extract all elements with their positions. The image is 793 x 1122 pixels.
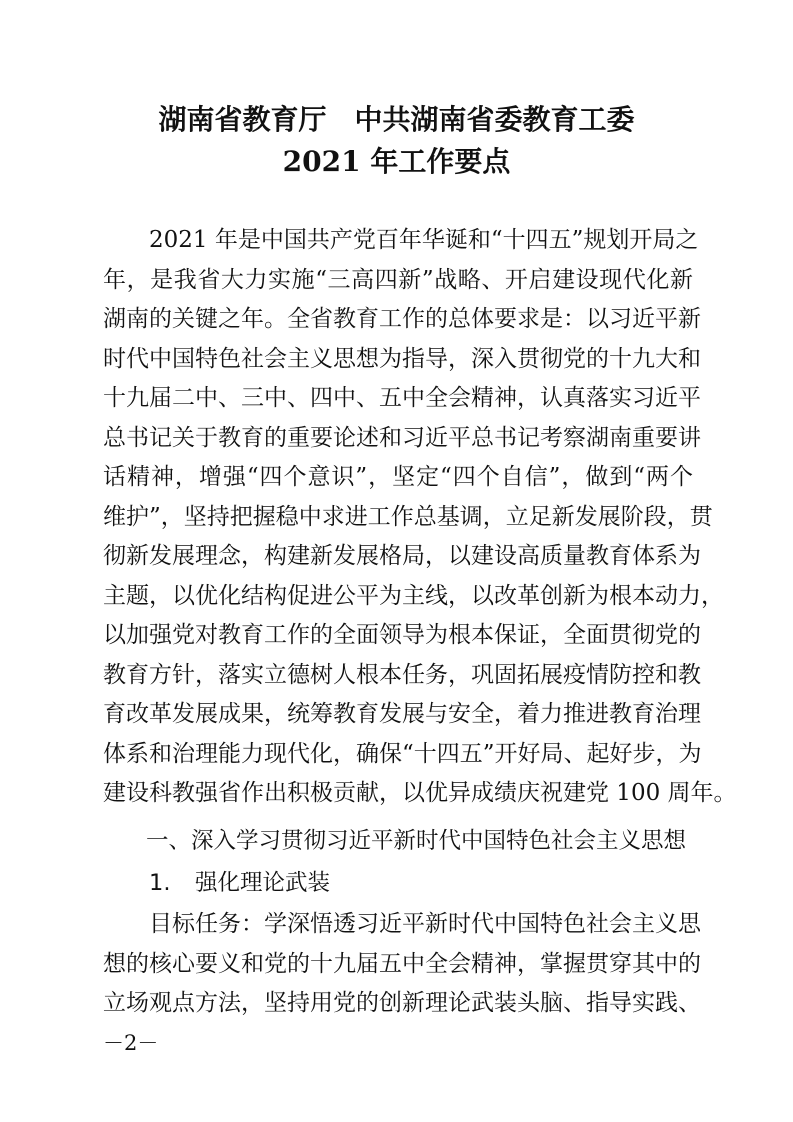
section-heading: 一、深入学习贯彻习近平新时代中国特色社会主义思想 xyxy=(146,828,687,854)
paragraph-line: 体系和治理能力现代化，确保“十四五”开好局、起好步，为 xyxy=(103,740,702,767)
paragraph-line: 彻新发展理念，构建新发展格局，以建设高质量教育体系为 xyxy=(103,543,701,569)
subsection-title: 强化理论武装 xyxy=(195,870,331,896)
paragraph-line: 育改革发展成果，统筹教育发展与安全，着力推进教育治理 xyxy=(103,701,701,727)
issuer-education-work-committee: 中共湖南省委教育工委 xyxy=(354,103,635,136)
paragraph-line: 湖南的关键之年。全省教育工作的总体要求是：以习近平新 xyxy=(103,306,701,332)
paragraph-line: 2021 年是中国共产党百年华诞和“十四五”规划开局之 xyxy=(149,227,699,253)
paragraph-line: 想的核心要义和党的十九届五中全会精神，掌握贯穿其中的 xyxy=(103,950,701,977)
paragraph-line: 年，是我省大力实施“三高四新”战略、开启建设现代化新 xyxy=(103,266,693,293)
issuer-education-department: 湖南省教育厅 xyxy=(158,103,327,136)
paragraph-line: 维护”，坚持把握稳中求进工作总基调，立足新发展阶段，贯 xyxy=(103,503,713,530)
page-number: －2－ xyxy=(103,1031,159,1055)
paragraph-line: 总书记关于教育的重要论述和习近平总书记考察湖南重要讲 xyxy=(103,424,701,451)
paragraph-line: 十九届二中、三中、四中、五中全会精神，认真落实习近平 xyxy=(103,385,701,411)
paragraph-line: 话精神，增强“四个意识”，坚定“四个自信”，做到“两个 xyxy=(103,464,693,490)
subsection-number: 1. xyxy=(149,870,171,896)
paragraph-line: 以加强党对教育工作的全面领导为根本保证，全面贯彻党的 xyxy=(103,622,701,648)
paragraph-line: 建设科教强省作出积极贡献，以优异成绩庆祝建党 100 周年。 xyxy=(103,780,737,806)
paragraph-line: 教育方针，落实立德树人根本任务，巩固拓展疫情防控和教 xyxy=(103,661,701,688)
paragraph-line: 主题，以优化结构促进公平为主线，以改革创新为根本动力， xyxy=(103,582,724,609)
paragraph-line: 立场观点方法，坚持用党的创新理论武装头脑、指导实践、 xyxy=(103,990,701,1016)
subsection-heading xyxy=(149,864,330,903)
paragraph-line: 目标任务：学深悟透习近平新时代中国特色社会主义思 xyxy=(149,911,701,937)
paragraph-line: 时代中国特色社会主义思想为指导，深入贯彻党的十九大和 xyxy=(103,345,701,372)
document-title-line-1 xyxy=(0,100,793,140)
intro-paragraph xyxy=(103,221,737,814)
document-title-line-2: 2021 年工作要点 xyxy=(282,145,511,178)
goal-paragraph xyxy=(103,905,701,1024)
